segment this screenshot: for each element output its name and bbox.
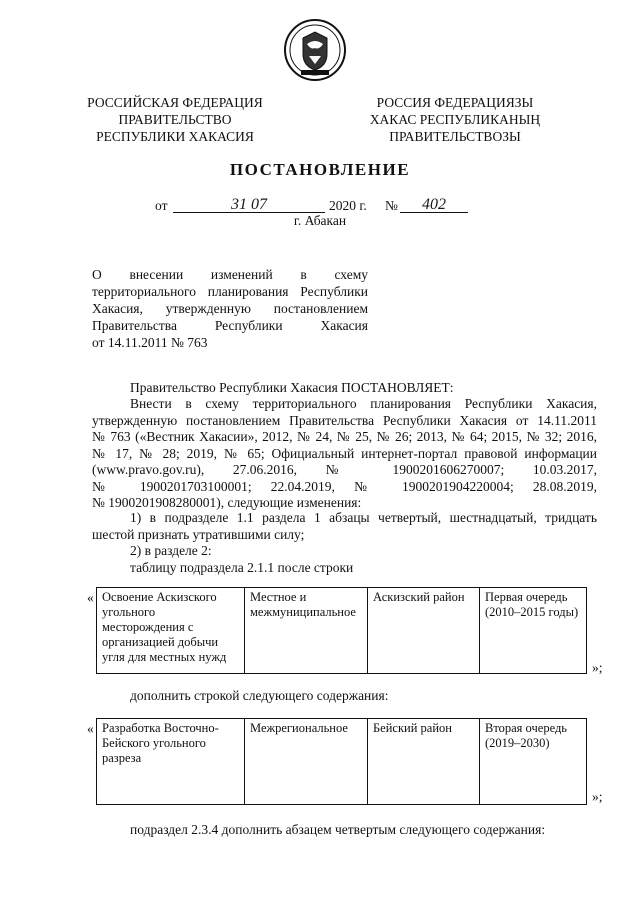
city: г. Абакан — [293, 213, 347, 228]
number-label: № — [385, 198, 398, 213]
header-left-line: РОССИЙСКАЯ ФЕДЕРАЦИЯ — [87, 95, 263, 110]
subject-line: Правительства Республики Хакасия — [92, 318, 368, 333]
table-cell: Вторая очередь (2019–2030) — [480, 719, 587, 805]
subject-line: от 14.11.2011 № 763 — [92, 335, 208, 350]
subject-line: территориального планирования Республики — [92, 284, 368, 299]
item-1-line: 1) в подразделе 1.1 раздела 1 абзацы четвертый, шестнадцатый, тридцать — [130, 510, 597, 525]
table-1 — [96, 587, 587, 674]
date-from-label: от — [155, 198, 168, 213]
date-handwritten: 31 07 — [173, 198, 325, 213]
paragraph-line: Внести в схему территориального планирования Республики Хакасия, — [130, 396, 597, 411]
document-title: ПОСТАНОВЛЕНИЕ — [229, 160, 411, 179]
header-left-line: ПРАВИТЕЛЬСТВО — [118, 112, 232, 127]
header-left-line: РЕСПУБЛИКИ ХАКАСИЯ — [96, 129, 254, 144]
table-cell: Бейский район — [368, 719, 480, 805]
table1-close-quote: »; — [592, 660, 603, 675]
table-cell: Разработка Восточно-Бейского угольного разреза — [97, 719, 245, 805]
main-paragraph — [92, 396, 597, 512]
table-row — [97, 588, 587, 674]
date-year: 2020 г. — [329, 198, 367, 213]
header-right-line: РОССИЯ ФЕДЕРАЦИЯЗЫ — [376, 95, 534, 110]
header-right — [350, 94, 560, 145]
subject-line: О внесении изменений в схему — [92, 267, 368, 282]
item-1 — [92, 510, 597, 543]
header-right-line: ХАКАС РЕСПУБЛИКАНЫҢ — [369, 112, 541, 127]
header-right-line: ПРАВИТЕЛЬСТВОЗЫ — [389, 129, 521, 144]
paragraph-line: № 763 («Вестник Хакасии», 2012, № 24, № 25, № 26; 2013, № 64; 2015, № 32; 2016, — [92, 429, 597, 444]
last-line: подраздел 2.3.4 дополнить абзацем четвертым следующего содержания: — [130, 822, 546, 837]
paragraph-line: № 1900201908280001), следующие изменения: — [92, 495, 362, 510]
item-1-line: шестой признать утратившими силу; — [92, 526, 305, 542]
table2-close-quote: »; — [592, 789, 603, 804]
header-left — [70, 94, 280, 145]
paragraph-line: утвержденную постановлением Правительства Республики Хакасия от 14.11.2011 — [92, 412, 597, 428]
paragraph-line: № 17, № 28; 2019, № 65; Официальный интернет-портал правовой информации — [92, 445, 597, 461]
table-intro: таблицу подраздела 2.1.1 после строки — [130, 560, 354, 575]
paragraph-line: (www.pravo.gov.ru), 27.06.2016, № 1900201606270007; 10.03.2017, — [92, 462, 597, 477]
subject-block — [92, 266, 368, 351]
table-cell: Первая очередь (2010–2015 годы) — [480, 588, 587, 674]
table-2 — [96, 718, 587, 805]
paragraph-line: № 1900201703100001; 22.04.2019, № 1900201904220004; 28.08.2019, — [92, 478, 597, 494]
table-row — [97, 719, 587, 805]
table-cell: Местное и межмуниципальное — [245, 588, 368, 674]
coat-of-arms-icon — [283, 18, 347, 82]
number-handwritten: 402 — [400, 198, 468, 213]
subject-line: Хакасия, утвержденную постановлением — [92, 301, 368, 316]
add-row-text: дополнить строкой следующего содержания: — [130, 688, 389, 703]
table1-open-quote: « — [87, 590, 94, 605]
table2-open-quote: « — [87, 721, 94, 736]
decree-line: Правительство Республики Хакасия ПОСТАНОВЛЯЕТ: — [130, 380, 454, 395]
item-2: 2) в разделе 2: — [130, 543, 212, 558]
table-cell: Освоение Аскизского угольного месторождения с организацией добычи угля для местных нужд — [97, 588, 245, 674]
table-cell: Межрегиональное — [245, 719, 368, 805]
table-cell: Аскизский район — [368, 588, 480, 674]
